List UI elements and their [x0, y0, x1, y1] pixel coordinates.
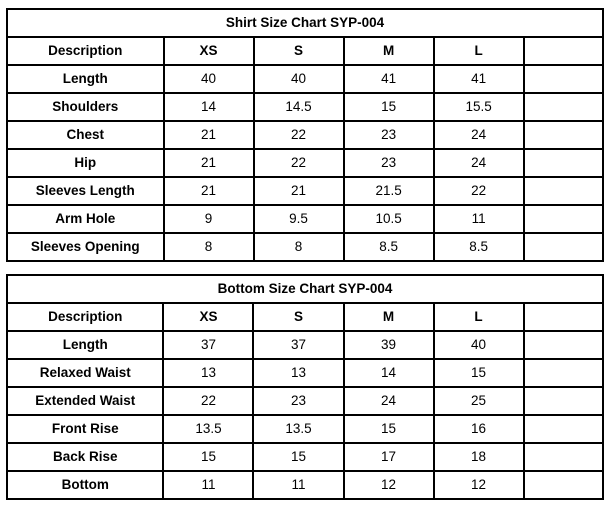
bottom-chart-title-row — [7, 275, 603, 303]
cell-blank — [524, 233, 603, 261]
table-row — [7, 177, 603, 205]
cell-s: 22 — [254, 121, 344, 149]
cell-s: 40 — [254, 65, 344, 93]
cell-s: 21 — [254, 177, 344, 205]
table-row — [7, 65, 603, 93]
cell-s: 9.5 — [254, 205, 344, 233]
cell-s: 37 — [253, 331, 343, 359]
cell-l: 12 — [434, 471, 524, 499]
cell-s: 22 — [254, 149, 344, 177]
cell-m: 14 — [344, 359, 434, 387]
cell-l: 18 — [434, 443, 524, 471]
cell-l: 40 — [434, 331, 524, 359]
cell-l: 24 — [434, 149, 524, 177]
cell-xs: 13 — [163, 359, 253, 387]
table-row — [7, 443, 603, 471]
table-row — [7, 205, 603, 233]
cell-xs: 37 — [163, 331, 253, 359]
cell-blank — [524, 177, 603, 205]
shirt-size-chart-table — [6, 8, 604, 262]
cell-m: 21.5 — [344, 177, 434, 205]
row-label: Front Rise — [7, 415, 163, 443]
cell-blank — [524, 471, 603, 499]
cell-l: 25 — [434, 387, 524, 415]
row-label: Shoulders — [7, 93, 164, 121]
table-row — [7, 93, 603, 121]
row-label: Bottom — [7, 471, 163, 499]
cell-blank — [524, 331, 603, 359]
cell-m: 15 — [344, 415, 434, 443]
bottom-header-m: M — [344, 303, 434, 331]
table-row — [7, 359, 603, 387]
cell-m: 23 — [344, 121, 434, 149]
cell-xs: 15 — [163, 443, 253, 471]
bottom-header-blank — [524, 303, 603, 331]
cell-l: 11 — [434, 205, 524, 233]
bottom-header-xs: XS — [163, 303, 253, 331]
row-label: Extended Waist — [7, 387, 163, 415]
bottom-chart-title: Bottom Size Chart SYP-004 — [7, 275, 603, 303]
cell-l: 15 — [434, 359, 524, 387]
table-row — [7, 387, 603, 415]
shirt-header-s: S — [254, 37, 344, 65]
shirt-header-description: Description — [7, 37, 164, 65]
table-gap-divider — [6, 262, 604, 274]
cell-m: 17 — [344, 443, 434, 471]
cell-xs: 21 — [164, 121, 254, 149]
bottom-chart-header-row — [7, 303, 603, 331]
cell-s: 11 — [253, 471, 343, 499]
cell-s: 14.5 — [254, 93, 344, 121]
shirt-chart-title: Shirt Size Chart SYP-004 — [7, 9, 603, 37]
cell-blank — [524, 415, 603, 443]
table-row — [7, 121, 603, 149]
cell-m: 15 — [344, 93, 434, 121]
cell-m: 41 — [344, 65, 434, 93]
bottom-size-chart-table — [6, 274, 604, 500]
bottom-header-description: Description — [7, 303, 163, 331]
cell-l: 22 — [434, 177, 524, 205]
shirt-header-l: L — [434, 37, 524, 65]
row-label: Sleeves Opening — [7, 233, 164, 261]
cell-xs: 22 — [163, 387, 253, 415]
cell-m: 24 — [344, 387, 434, 415]
shirt-header-blank — [524, 37, 603, 65]
bottom-header-s: S — [253, 303, 343, 331]
cell-xs: 40 — [164, 65, 254, 93]
cell-blank — [524, 387, 603, 415]
cell-xs: 11 — [163, 471, 253, 499]
cell-l: 15.5 — [434, 93, 524, 121]
cell-l: 24 — [434, 121, 524, 149]
bottom-header-l: L — [434, 303, 524, 331]
cell-m: 12 — [344, 471, 434, 499]
cell-blank — [524, 121, 603, 149]
cell-s: 23 — [253, 387, 343, 415]
row-label: Sleeves Length — [7, 177, 164, 205]
cell-l: 8.5 — [434, 233, 524, 261]
row-label: Arm Hole — [7, 205, 164, 233]
row-label: Back Rise — [7, 443, 163, 471]
table-row — [7, 331, 603, 359]
cell-blank — [524, 93, 603, 121]
table-row — [7, 149, 603, 177]
cell-m: 23 — [344, 149, 434, 177]
shirt-chart-title-row — [7, 9, 603, 37]
row-label: Chest — [7, 121, 164, 149]
cell-xs: 8 — [164, 233, 254, 261]
cell-m: 8.5 — [344, 233, 434, 261]
table-row — [7, 415, 603, 443]
cell-blank — [524, 65, 603, 93]
cell-xs: 14 — [164, 93, 254, 121]
cell-s: 13.5 — [253, 415, 343, 443]
row-label: Length — [7, 65, 164, 93]
cell-xs: 21 — [164, 177, 254, 205]
cell-m: 10.5 — [344, 205, 434, 233]
cell-blank — [524, 359, 603, 387]
cell-m: 39 — [344, 331, 434, 359]
cell-blank — [524, 149, 603, 177]
cell-blank — [524, 205, 603, 233]
shirt-header-xs: XS — [164, 37, 254, 65]
shirt-chart-header-row — [7, 37, 603, 65]
cell-l: 41 — [434, 65, 524, 93]
row-label: Hip — [7, 149, 164, 177]
table-row — [7, 233, 603, 261]
table-row — [7, 471, 603, 499]
cell-xs: 21 — [164, 149, 254, 177]
cell-xs: 9 — [164, 205, 254, 233]
cell-s: 8 — [254, 233, 344, 261]
cell-s: 15 — [253, 443, 343, 471]
cell-blank — [524, 443, 603, 471]
row-label: Relaxed Waist — [7, 359, 163, 387]
cell-l: 16 — [434, 415, 524, 443]
shirt-header-m: M — [344, 37, 434, 65]
row-label: Length — [7, 331, 163, 359]
cell-s: 13 — [253, 359, 343, 387]
cell-xs: 13.5 — [163, 415, 253, 443]
